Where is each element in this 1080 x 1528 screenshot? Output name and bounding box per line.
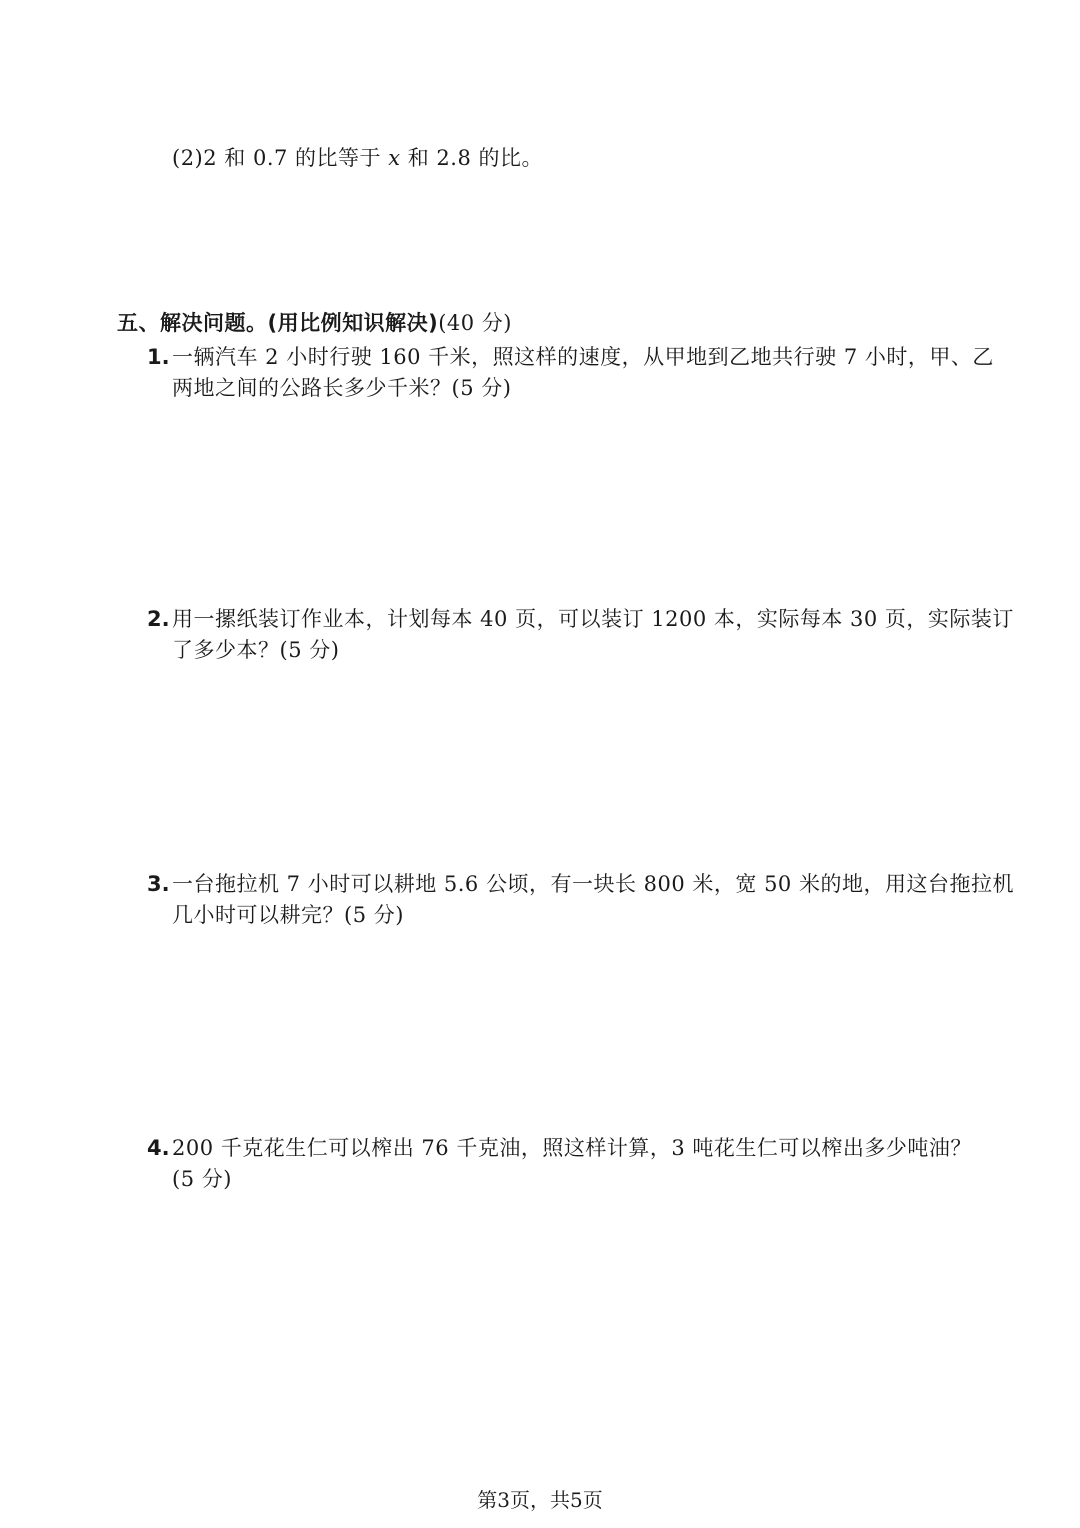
question-text-line1: 200 千克花生仁可以榨出 76 千克油，照这样计算，3 吨花生仁可以榨出多少吨油？ xyxy=(172,1136,972,1160)
question-text-line1: 一台拖拉机 7 小时可以耕地 5.6 公顷，有一块长 800 米，宽 50 米的地，用这台拖拉机 xyxy=(172,872,1014,896)
section-title: 五、解决问题。(用比例知识解决) xyxy=(117,311,439,335)
question-text-line2: 两地之间的公路长多少千米？(5 分) xyxy=(172,376,512,400)
question-text-line2: 几小时可以耕完？(5 分) xyxy=(172,903,404,927)
question-number: 2. xyxy=(147,607,170,631)
question-text-line1: 一辆汽车 2 小时行驶 160 千米，照这样的速度，从甲地到乙地共行驶 7 小时，甲、乙 xyxy=(172,345,994,369)
page-number-footer: 第3页，共5页 xyxy=(477,1488,603,1512)
question-number: 1. xyxy=(147,345,170,369)
question-number: 3. xyxy=(147,872,170,896)
question-text-line2: 了多少本？(5 分) xyxy=(172,638,340,662)
question-text-line2: (5 分) xyxy=(172,1167,232,1191)
subproblem-2 xyxy=(172,143,543,173)
question-number: 4. xyxy=(147,1136,170,1160)
section-heading xyxy=(117,308,512,338)
subproblem-prefix: (2)2 和 0.7 的比等于 xyxy=(172,146,389,170)
section-points: (40 分) xyxy=(438,311,512,335)
question-text-line1: 用一摞纸装订作业本，计划每本 40 页，可以装订 1200 本，实际每本 30 页，实际装订 xyxy=(172,607,1014,631)
subproblem-suffix: 和 2.8 的比。 xyxy=(400,146,543,170)
subproblem-variable: x xyxy=(388,146,401,170)
